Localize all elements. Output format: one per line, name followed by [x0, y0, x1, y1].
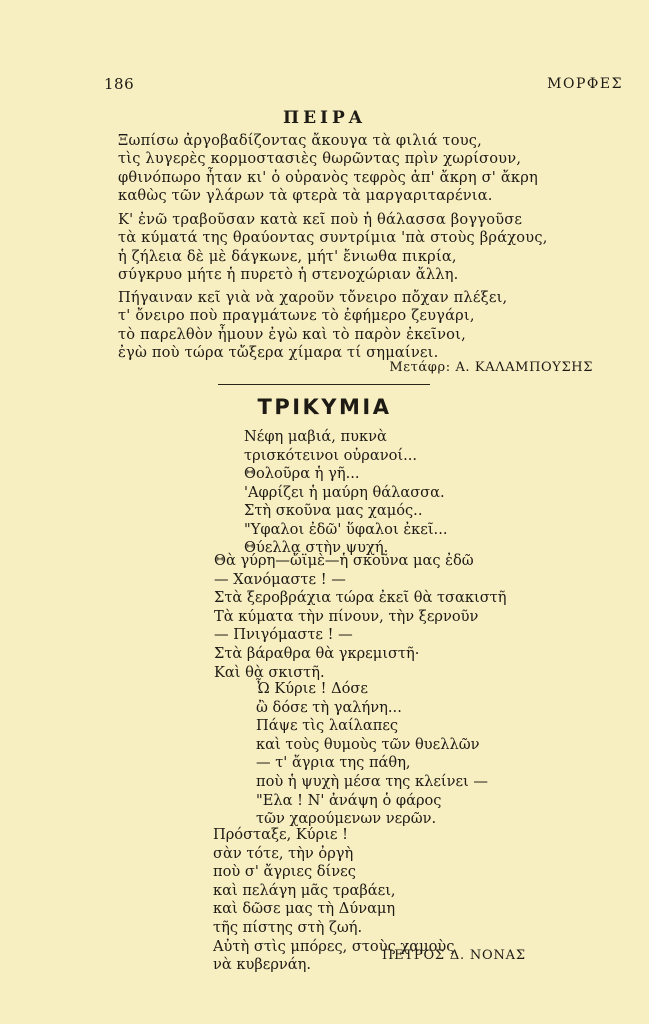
verse-line: καὶ τοὺς θυμοὺς τῶν θυελλῶν	[256, 735, 480, 753]
verse-line: — Πνιγόμαστε ! —	[214, 626, 353, 644]
verse-line: Στὰ ξεροβράχια τώρα ἐκεῖ θὰ τσακιστῆ	[214, 589, 507, 607]
verse-line: καθὼς τῶν γλάρων τὰ φτερὰ τὰ μαργαριταρένια.	[118, 186, 493, 204]
verse-line: Πήγαιναν κεῖ γιὰ νὰ χαροῦν τὄνειρο πὄχαν πλέξει,	[118, 289, 508, 306]
verse-line: φθινόπωρο ἦταν κι' ὁ οὐρανὸς τεφρὸς ἀπ' ἄκρη σ' ἄκρη	[118, 168, 538, 186]
verse-line: — τ' ἄγρια της πάθη,	[256, 754, 411, 772]
verse-line: Καὶ θὰ σκιστῆ.	[214, 663, 325, 681]
verse-line: ποὺ σ' ἄγριες δίνες	[213, 863, 356, 881]
verse-line: ἡ ζήλεια δὲ μὲ δάγκωνε, μήτ' ἔνιωθα πικρία,	[118, 247, 457, 265]
verse-line: "Υφαλοι ἐδῶ' ὕφαλοι ἐκεῖ...	[244, 520, 448, 538]
verse-line: "Ελα ! Ν' ἀνάψη ὁ φάρος	[256, 791, 442, 809]
section-divider	[218, 384, 430, 385]
verse-line: Νέφη μαβιά, πυκνὰ	[244, 428, 387, 445]
poem-title-trikymia: ΤΡΙΚΥΜΙΑ	[257, 395, 392, 419]
translator-credit: Μετάφρ: Α. ΚΑΛΑΜΠΟΥΣΗΣ	[389, 360, 593, 375]
verse-line: ὢ δόσε τὴ γαλήνη...	[256, 698, 402, 716]
verse-line: τῆς πίστης στὴ ζωή.	[213, 918, 363, 936]
verse-line: Θὰ γύρη—ὤϊμὲ—ἡ σκοῦνα μας ἐδῶ	[214, 552, 474, 569]
poem-title-peira: ΠΕΙΡΑ	[283, 108, 366, 128]
verse-line: Πρόσταξε, Κύριε !	[213, 826, 348, 843]
verse-line: Θύελλα στὴν ψυχή.	[244, 539, 389, 556]
poem1-stanza-3	[118, 289, 507, 362]
verse-line: τῶν χαρούμενων νερῶν.	[256, 810, 437, 828]
verse-line: ἐγὼ ποὺ τώρα τὤξερα χίμαρα τί σημαίνει.	[118, 343, 439, 361]
verse-line: τὰ κύματά της θραύοντας συντρίμια 'πὰ στοὺς βράχους,	[118, 229, 548, 247]
poem2-stanza-2	[214, 552, 507, 682]
verse-line: Ξωπίσω ἀργοβαδίζοντας ἄκουγα τὰ φιλιά τους,	[118, 132, 483, 149]
page-number: 186	[104, 75, 135, 93]
poem2-stanza-1	[244, 428, 447, 558]
running-head: ΜΟΡΦΕΣ	[547, 76, 623, 92]
verse-line: Θολοῦρα ἡ γῆ...	[244, 465, 360, 482]
verse-line: καὶ δῶσε μας τὴ Δύναμη	[213, 900, 396, 918]
verse-line: Στὰ βάραθρα θὰ γκρεμιστῆ·	[214, 644, 420, 662]
verse-line: Στὴ σκοῦνα μας χαμός..	[244, 502, 423, 519]
verse-line: ποὺ ἡ ψυχὴ μέσα της κλείνει —	[256, 772, 488, 790]
verse-line: 'Αφρίζει ἡ μαύρη θάλασσα.	[244, 483, 445, 501]
verse-line: τρισκότεινοι οὐρανοί...	[244, 446, 418, 464]
poem1-stanza-2	[118, 211, 548, 284]
verse-line: — Χανόμαστε ! —	[214, 570, 346, 588]
verse-line: τὶς λυγερὲς κορμοστασιὲς θωρῶντας πρὶν χωρίσουν,	[118, 150, 522, 168]
author-signature: ΠΕΤΡΟΣ Δ. ΝΟΝΑΣ	[382, 948, 526, 963]
verse-line: σύγκρυο μήτε ἡ πυρετὸ ἡ στενοχώριαν ἄλλη.	[118, 265, 459, 283]
verse-line: Ὦ Κύριε ! Δόσε	[256, 680, 368, 697]
verse-line: Πάψε τὶς λαίλαπες	[256, 717, 399, 735]
verse-line: καὶ πελάγη μᾶς τραβάει,	[213, 881, 396, 899]
verse-line: σὰν τότε, τὴν ὀργὴ	[213, 844, 354, 862]
verse-line: νὰ κυβερνάη.	[213, 956, 312, 974]
poem1-stanza-1	[118, 132, 538, 205]
verse-line: τὸ παρελθὸν ἦμουν ἐγὼ καὶ τὸ παρὸν ἐκεῖνοι,	[118, 325, 466, 343]
verse-line: τ' ὄνειρο ποὺ πραγμάτωνε τὸ ἐφήμερο ζευγάρι,	[118, 307, 475, 325]
verse-line: Κ' ἐνῶ τραβοῦσαν κατὰ κεῖ ποὺ ἡ θάλασσα βογγοῦσε	[118, 211, 523, 228]
verse-line: Τὰ κύματα τὴν πίνουν, τὴν ξερνοῦν	[214, 607, 479, 625]
poem2-stanza-3	[256, 680, 488, 829]
verse-line: Αὐτὴ στὶς μπόρες, στοὺς χαμοὺς	[213, 937, 455, 955]
